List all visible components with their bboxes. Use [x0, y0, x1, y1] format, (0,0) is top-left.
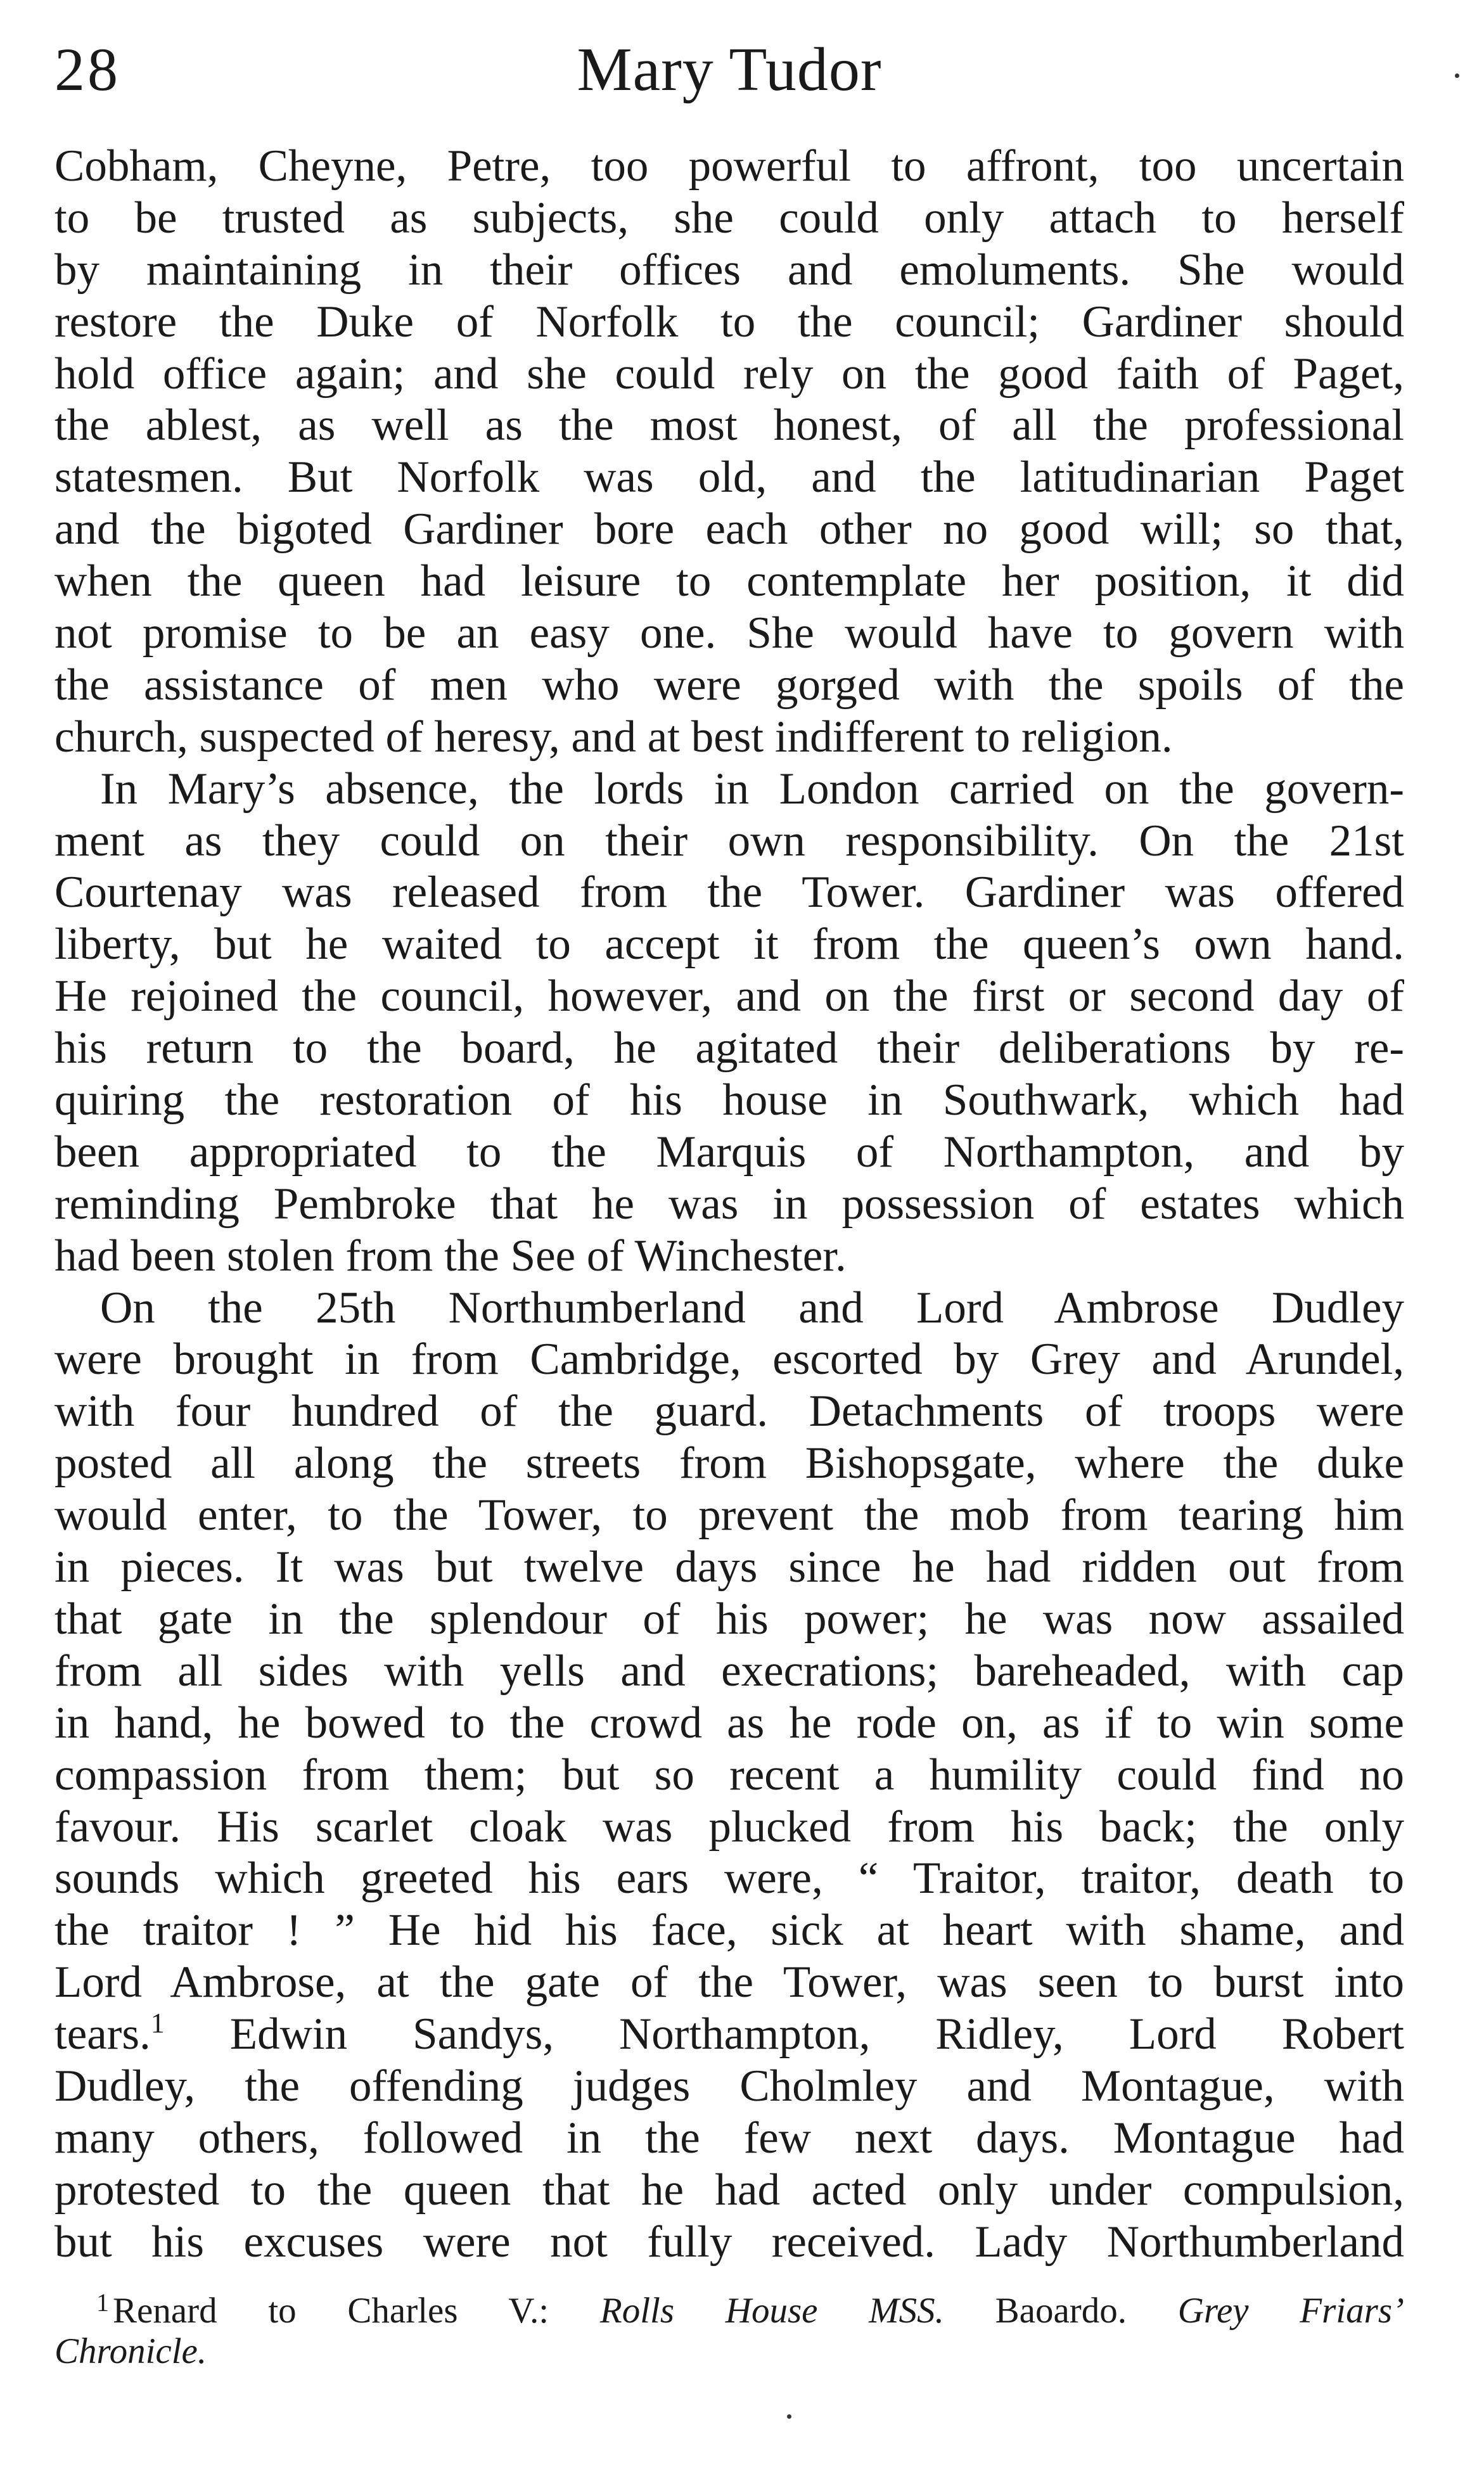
text-line: that gate in the splendour of his power; he was now assailed [54, 1594, 1404, 1644]
text-line: Courtenay was released from the Tower. Gardiner was offered [54, 868, 1404, 918]
footnote-text: Baoardo. [943, 2291, 1178, 2331]
footnote-line [54, 2331, 1404, 2372]
footnote-source: Chronicle. [54, 2331, 207, 2371]
text-line: protested to the queen that he had acted only under compulsion, [54, 2165, 1404, 2215]
text-line: restore the Duke of Norfolk to the council; Gardiner should [54, 297, 1404, 347]
text-line: in hand, he bowed to the crowd as he rode on, as if to win some [54, 1698, 1404, 1748]
text-line: He rejoined the council, however, and on the first or second day of [54, 971, 1404, 1021]
text-line: reminding Pembroke that he was in possession of estates which [54, 1179, 1404, 1229]
text-line: the assistance of men who were gorged with the spoils of the [54, 660, 1404, 710]
text-line-with-footnote [54, 2009, 1404, 2061]
text-line: not promise to be an easy one. She would have to govern with [54, 608, 1404, 658]
text-segment: tears. [54, 2009, 151, 2059]
text-line: In Mary’s absence, the lords in London carried on the govern- [100, 764, 1404, 814]
page-speck [787, 2414, 791, 2419]
text-line: in pieces. It was but twelve days since he had ridden out from [54, 1542, 1404, 1592]
text-line: by maintaining in their offices and emoluments. She would [54, 245, 1404, 295]
text-line: from all sides with yells and execrations; bareheaded, with cap [54, 1646, 1404, 1696]
text-line: but his excuses were not fully received. Lady Northumberland [54, 2217, 1404, 2267]
footnote-source: Rolls House MSS. [599, 2291, 944, 2331]
text-line: been appropriated to the Marquis of Northampton, and by [54, 1127, 1404, 1177]
footnote-marker: 1 [96, 2291, 109, 2317]
text-line: and the bigoted Gardiner bore each other no good will; so that, [54, 504, 1404, 554]
text-line: hold office again; and she could rely on the good faith of Paget, [54, 349, 1404, 399]
text-segment: Edwin Sandys, Northampton, Ridley, Lord Robert [164, 2009, 1404, 2059]
footnote-source: Grey Friars’ [1177, 2291, 1404, 2331]
text-line: had been stolen from the See of Winchester. [54, 1231, 847, 1281]
footnote-reference[interactable]: 1 [150, 2009, 165, 2039]
text-line: posted all along the streets from Bishopsgate, where the duke [54, 1438, 1404, 1489]
footnote-line [54, 2291, 1404, 2331]
footnotes [54, 2291, 1404, 2372]
text-line: the ablest, as well as the most honest, of all the professional [54, 400, 1404, 451]
text-line: Cobham, Cheyne, Petre, too powerful to affront, too uncertain [54, 141, 1404, 191]
text-line: Dudley, the offending judges Cholmley and Montague, with [54, 2061, 1404, 2111]
text-line: would enter, to the Tower, to prevent the mob from tearing him [54, 1490, 1404, 1540]
text-line: church, suspected of heresy, and at best indifferent to religion. [54, 712, 1173, 762]
text-line: the traitor ! ” He hid his face, sick at heart with shame, and [54, 1905, 1404, 1956]
page-speck [1455, 74, 1459, 78]
page-number: 28 [54, 35, 120, 103]
text-line: quiring the restoration of his house in Southwark, which had [54, 1075, 1404, 1125]
footnote-text: Renard to Charles V.: [113, 2291, 600, 2331]
text-line: statesmen. But Norfolk was old, and the latitudinarian Paget [54, 452, 1404, 503]
text-line: On the 25th Northumberland and Lord Ambrose Dudley [100, 1283, 1404, 1333]
text-line: favour. His scarlet cloak was plucked from his back; the only [54, 1802, 1404, 1852]
running-head [54, 32, 1404, 114]
text-line: were brought in from Cambridge, escorted by Grey and Arundel, [54, 1335, 1404, 1385]
text-line: to be trusted as subjects, she could only attach to herself [54, 193, 1404, 243]
text-line: with four hundred of the guard. Detachments of troops were [54, 1386, 1404, 1437]
running-title: Mary Tudor [577, 35, 882, 104]
text-line: liberty, but he waited to accept it from the queen’s own hand. [54, 919, 1404, 970]
text-line: Lord Ambrose, at the gate of the Tower, was seen to burst into [54, 1957, 1404, 2008]
text-line: ment as they could on their own responsibility. On the 21st [54, 816, 1404, 866]
text-line: sounds which greeted his ears were, “ Traitor, traitor, death to [54, 1854, 1404, 1904]
body-text [54, 141, 1404, 2269]
text-line: when the queen had leisure to contemplate her position, it did [54, 556, 1404, 606]
text-line: many others, followed in the few next days. Montague had [54, 2113, 1404, 2163]
text-line: his return to the board, he agitated their deliberations by re- [54, 1023, 1404, 1073]
text-line: compassion from them; but so recent a humility could find no [54, 1750, 1404, 1800]
